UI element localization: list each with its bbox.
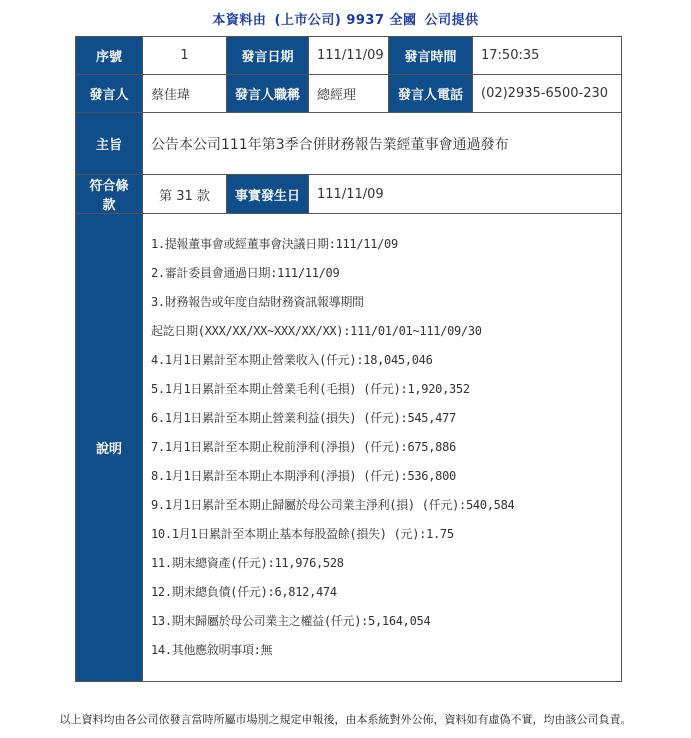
header-company: (上市公司) 9937 全國	[274, 13, 417, 28]
speaker-title-label: 發言人職稱	[227, 75, 309, 113]
time-label: 發言時間	[389, 37, 473, 75]
detail-line: 12.期末總負債(仟元):6,812,474	[151, 585, 337, 599]
detail-line: 9.1月1日累計至本期止歸屬於母公司業主淨利(損) (仟元):540,584	[151, 498, 515, 512]
source-header	[0, 9, 691, 28]
detail-line: 1.提報董事會或經董事會決議日期:111/11/09	[151, 237, 398, 251]
detail-line: 4.1月1日累計至本期止營業收入(仟元):18,045,046	[151, 353, 433, 367]
detail-line: 11.期末總資產(仟元):11,976,528	[151, 556, 344, 570]
table-row	[76, 175, 622, 214]
speaker-phone-label: 發言人電話	[389, 75, 473, 113]
header-prefix: 本資料由	[212, 13, 267, 28]
seq-value: 1	[143, 37, 227, 75]
details-label: 說明	[76, 214, 143, 682]
details-content	[143, 214, 622, 682]
detail-line: 起訖日期(XXX/XX/XX~XXX/XX/XX):111/01/01~111/09/30	[151, 324, 482, 338]
detail-line: 10.1月1日累計至本期止基本每股盈餘(損失) (元):1.75	[151, 527, 454, 541]
table-row	[76, 37, 622, 75]
event-date-value: 111/11/09	[309, 175, 622, 214]
table-row	[76, 214, 622, 682]
time-value: 17:50:35	[473, 37, 622, 75]
date-label: 發言日期	[227, 37, 309, 75]
event-date-label: 事實發生日	[227, 175, 309, 214]
detail-line: 5.1月1日累計至本期止營業毛利(毛損) (仟元):1,920,352	[151, 382, 470, 396]
subject-value: 公告本公司111年第3季合併財務報告業經董事會通過發布	[143, 113, 622, 175]
clause-value: 第 31 款	[143, 175, 227, 214]
clause-label: 符合條款	[76, 175, 143, 214]
detail-line: 2.審計委員會通過日期:111/11/09	[151, 266, 340, 280]
detail-line: 14.其他應敘明事項:無	[151, 643, 273, 657]
speaker-title-value: 總經理	[309, 75, 389, 113]
detail-line: 6.1月1日累計至本期止營業利益(損失) (仟元):545,477	[151, 411, 456, 425]
table-row	[76, 113, 622, 175]
detail-line: 8.1月1日累計至本期止本期淨利(淨損) (仟元):536,800	[151, 469, 456, 483]
header-suffix: 公司提供	[424, 13, 479, 28]
speaker-phone-value: (02)2935-6500-230	[473, 75, 622, 113]
announcement-table	[75, 36, 622, 682]
table-row	[76, 75, 622, 113]
speaker-label: 發言人	[76, 75, 143, 113]
detail-line: 7.1月1日累計至本期止稅前淨利(淨損) (仟元):675,886	[151, 440, 456, 454]
disclaimer: 以上資料均由各公司依發言當時所屬市場別之規定申報後，由本系統對外公佈，資料如有虛偽不實，均由該公司負責。	[59, 713, 632, 726]
speaker-value: 蔡佳瑋	[143, 75, 227, 113]
date-value: 111/11/09	[309, 37, 389, 75]
detail-line: 3.財務報告或年度自結財務資訊報導期間	[151, 295, 364, 309]
seq-label: 序號	[76, 37, 143, 75]
detail-line: 13.期末歸屬於母公司業主之權益(仟元):5,164,054	[151, 614, 431, 628]
subject-label: 主旨	[76, 113, 143, 175]
